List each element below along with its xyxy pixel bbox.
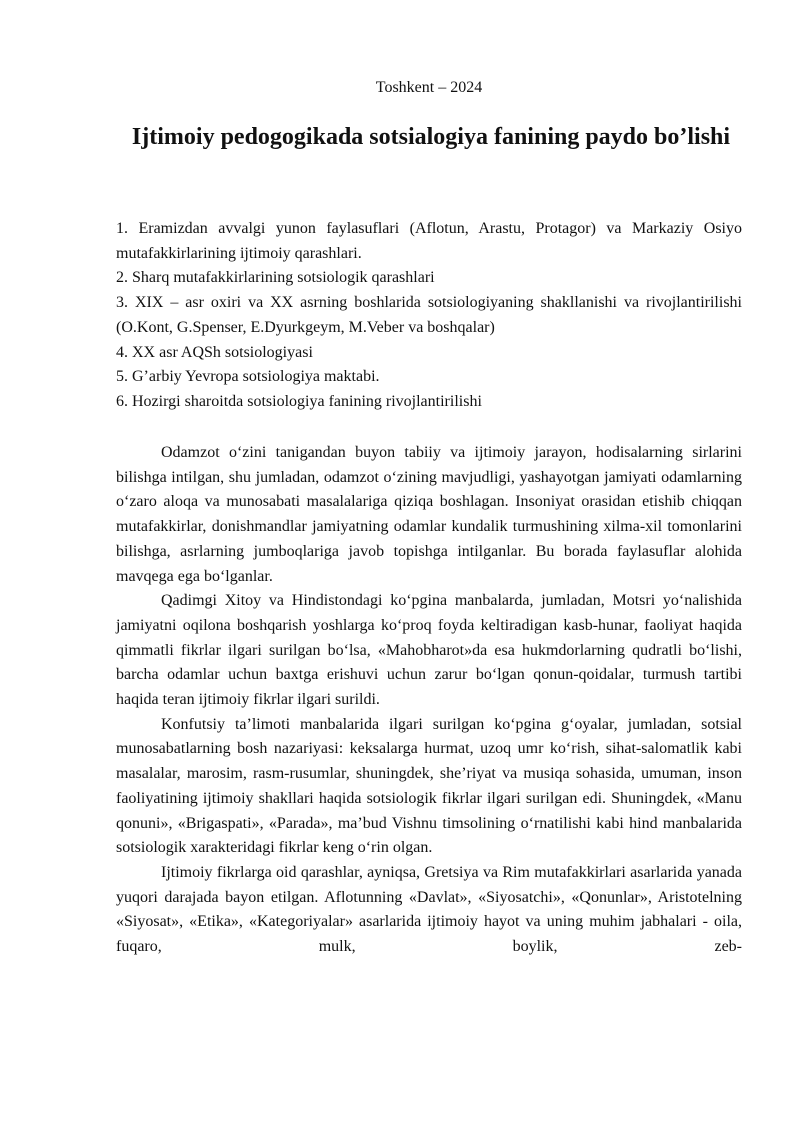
- body-paragraph: Konfutsiy ta’limoti manbalarida ilgari surilgan koʻpgina gʻoyalar, jumladan, sotsial munosabatlarning bosh nazariyasi: keksalarga hurmat, uzoq umr koʻrish, sihat-salomatlik kabi masalalar, marosim, rasm-rusumlar, shuningdek, she’riyat va musiqa sohasida, umuman, inson faoliyatining ijtimoiy shakllari haqida sotsiologik fikrlar ilgari surilgan edi. Shuningdek, «Manu qonuni», «Brigaspati», «Parada», ma’bud Vishnu timsolining oʻrnatilishi kabi hind manbalarida sotsiologik xarakteridagi fikrlar keng oʻrin olgan.: [116, 715, 742, 857]
- outline-item: 1. Eramizdan avvalgi yunon faylasuflari (Aflotun, Arastu, Protagor) va Markaziy Osiyo mutafakkirlarining ijtimoiy qarashlari.: [116, 220, 742, 262]
- location-date: Toshkent – 2024: [375, 79, 483, 96]
- outline-item: 5. G’arbiy Yevropa sotsiologiya maktabi.: [116, 368, 380, 386]
- outline-item: 4. XX asr AQSh sotsiologiyasi: [116, 343, 313, 361]
- outline-item: 2. Sharq mutafakkirlarining sotsiologik qarashlari: [116, 269, 435, 287]
- body-paragraph: Qadimgi Xitoy va Hindistondagi koʻpgina manbalarda, jumladan, Motsri yoʻnalishida jamiyatni oqilona boshqarish yoshlarga koʻproq foyda keltiradigan kasb-hunar, faoliyat haqida qimmatli fikrlar ilgari surilgan boʻlsa, «Mahobharot»da esa hukmdorlarning qudratli boʻlishi, barcha odamlar uchun baxtga erishuvi uchun zarur boʻlgan qonun-qoidalar, turmush tartibi haqida teran ijtimoiy fikrlar ilgari surildi.: [116, 592, 742, 709]
- outline-item: 6. Hozirgi sharoitda sotsiologiya fanining rivojlantirilishi: [116, 392, 482, 410]
- body-paragraph: Ijtimoiy fikrlarga oid qarashlar, ayniqsa, Gretsiya va Rim mutafakkirlari asarlarida yanada yuqori darajada bayon etilgan. Aflotunning «Davlat», «Siyosatchi», «Qonunlar», Aristotelning «Siyosat», «Etika», «Kategoriyalar» asarlarida ijtimoiy hayot va uning muhim jabhalari - oila, fuqaro, mulk, boylik, zeb-: [116, 863, 742, 956]
- body-text: [116, 441, 742, 960]
- outline-item: 3. XIX – asr oxiri va XX asrning boshlarida sotsiologiyaning shakllanishi va rivojlantirilishi (O.Kont, G.Spenser, E.Dyurkgeym, M.Veber va boshqalar): [116, 294, 742, 336]
- page-title: Ijtimoiy pedogogikada sotsialogiya fanining paydo bo’lishi: [131, 124, 731, 150]
- body-paragraph: Odamzot oʻzini tanigandan buyon tabiiy va ijtimoiy jarayon, hodisalarning sirlarini bilishga intilgan, shu jumladan, odamzot oʻzining mavjudligi, yashayotgan jamiyati odamlarning oʻzaro aloqa va munosabati masalalariga qiziqa boshlagan. Insoniyat orasidan etishib chiqqan mutafakkirlar, donishmandlar jamiyatning odamlar kundalik turmushining xilma-xil tomonlarini bilishga, asrlarning jumboqlariga javob topishga intilganlar. Bu borada faylasuflar alohida mavqega ega boʻlganlar.: [116, 444, 742, 585]
- topic-outline: [116, 217, 742, 415]
